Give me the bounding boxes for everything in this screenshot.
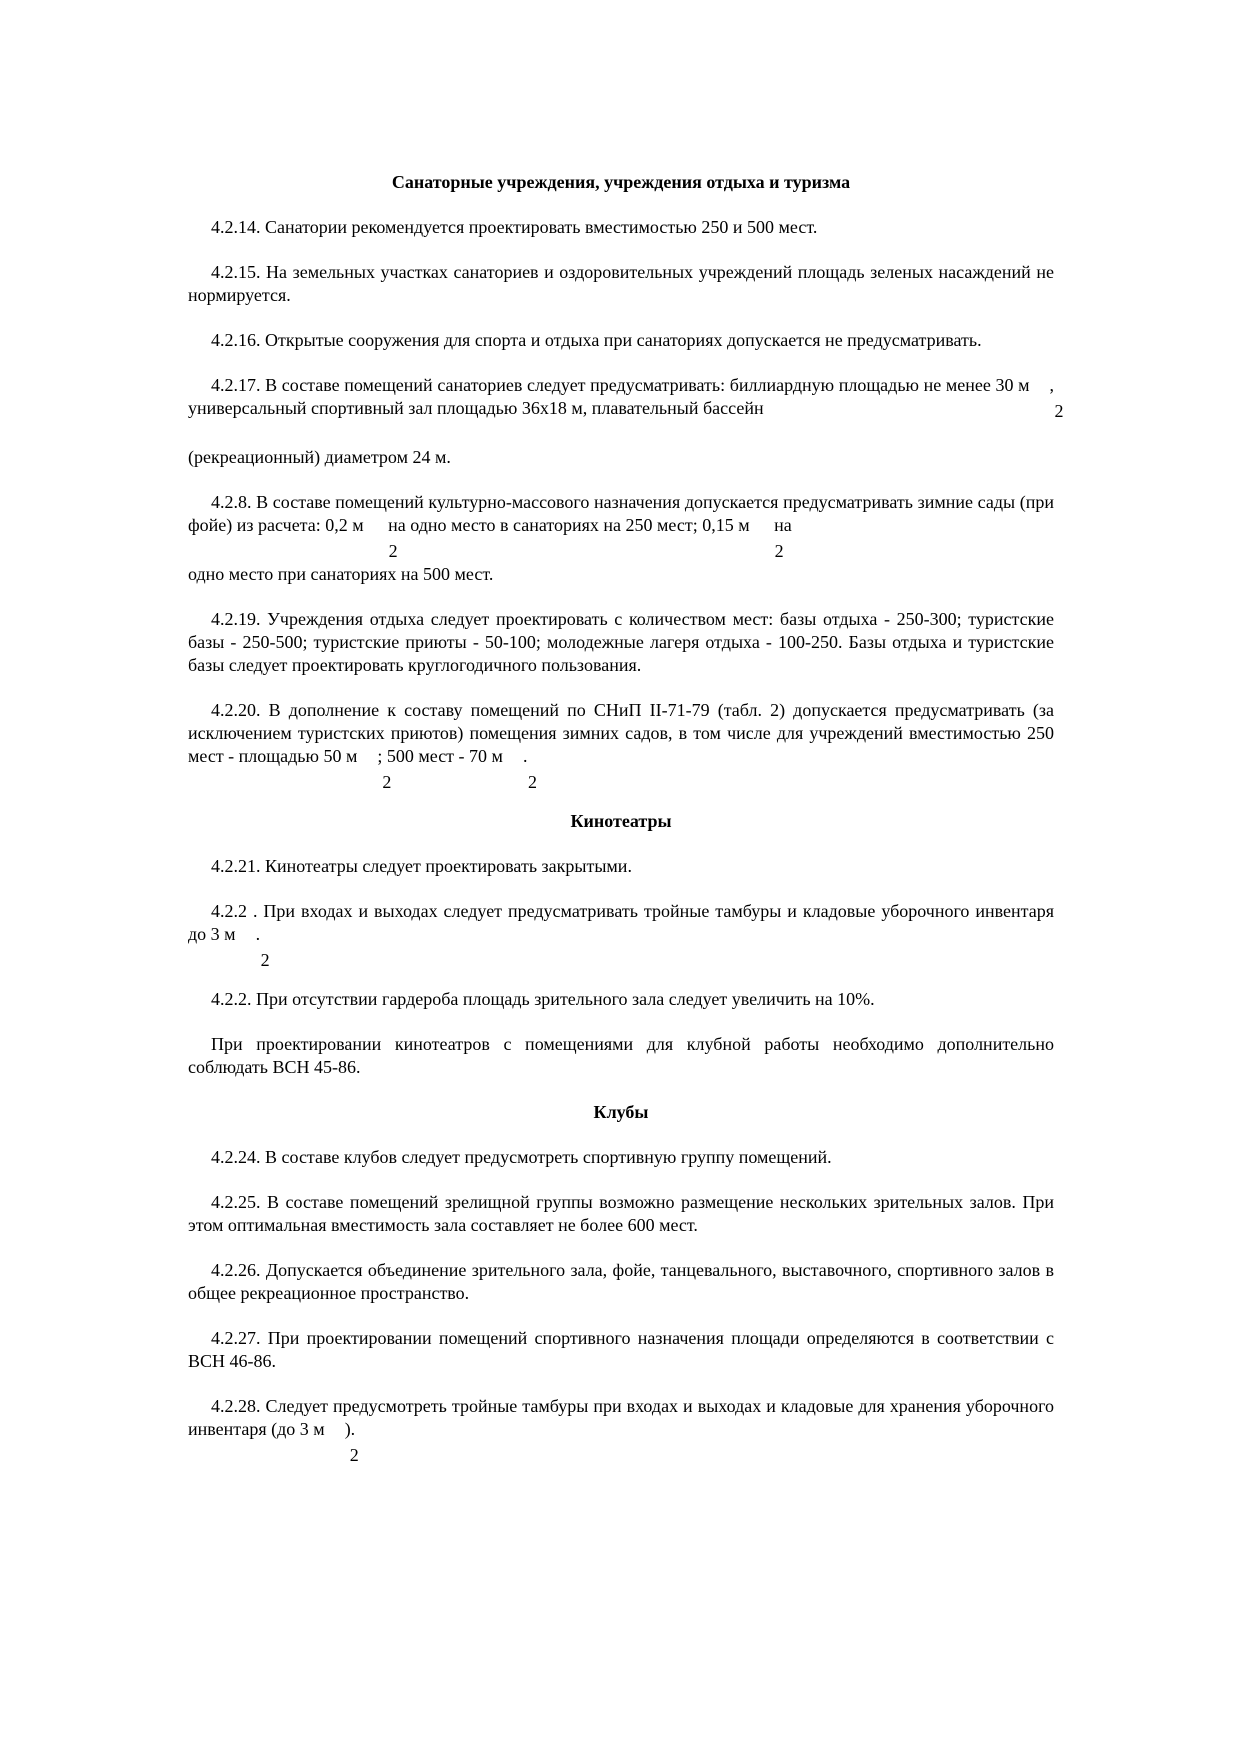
paragraph-4-2-25: 4.2.25. В составе помещений зрелищной группы возможно размещение нескольких зрительных залов. При этом оптимальная вместимость зала составляет не более 600 мест. [188,1192,1054,1235]
text-fragment: . [522,746,528,766]
paragraph-4-2-21: 4.2.21. Кинотеатры следует проектировать закрытыми. [211,856,632,876]
text-fragment: 4.2.8. В составе помещений культурно-массового назначения допускается предусматривать зимние сады (при фойе) из расчета: 0,2 м [188,492,1054,535]
document-page [188,171,1064,1465]
paragraph-4-2-2-entrances [188,900,1054,970]
paragraph-4-2-24: 4.2.24. В составе клубов следует предусмотреть спортивную группу помещений. [211,1147,832,1167]
text-fragment: 4.2.17. В составе помещений санаториев следует предусматривать: биллиардную площадью не менее 30 м [211,375,1030,395]
superscript [236,939,270,970]
section-title-sanatoria: Санаторные учреждения, учреждения отдыха и туризма [391,172,851,192]
paragraph-4-2-15: 4.2.15. На земельных участках санаториев и оздоровительных учреждений площадь зеленых насаждений не нормируется. [188,262,1054,305]
superscript [503,761,537,792]
exponent-2: 2 [382,772,392,792]
paragraph-club-work: При проектировании кинотеатров с помещениями для клубной работы необходимо дополнительно соблюдать ВСН 45-86. [188,1034,1054,1077]
paragraph-4-2-17 [188,374,1064,421]
text-fragment: 4.2.28. Следует предусмотреть тройные тамбуры при входах и выходах и кладовые для хранения уборочного инвентаря (до 3 м [188,1396,1054,1439]
superscript [325,1434,359,1465]
text-fragment: на одно место в санаториях на 250 мест; 0,15 м [388,515,750,535]
paragraph-4-2-19: 4.2.19. Учреждения отдыха следует проектировать с количеством мест: базы отдыха - 250-300; туристские базы - 250-500; туристские приюты - 50-100; молодежные лагеря отдыха - 100-250. Базы отдыха и туристские базы следует проектировать круглогодичного пользования. [188,609,1054,675]
text-fragment: 4.2.20. В дополнение к составу помещений по СНиП II-71-79 (табл. 2) допускается предусматривать (за исключением туристских приютов) помещения зимних садов, в том числе для учреждений вместимостью 250 мест - площадью 50 м [188,700,1054,766]
exponent-2: 2 [349,1445,359,1465]
exponent-2: 2 [527,772,537,792]
superscript [1030,390,1064,421]
exponent-2: 2 [1054,401,1064,421]
paragraph-4-2-8 [188,491,1054,561]
paragraph-4-2-20 [188,699,1054,792]
exponent-2: 2 [260,950,270,970]
text-fragment: на [774,515,792,535]
paragraph-4-2-2-wardrobe: 4.2.2. При отсутствии гардероба площадь зрительного зала следует увеличить на 10%. [211,989,875,1009]
text-fragment: . [255,924,261,944]
section-title-cinemas: Кинотеатры [570,811,672,831]
text-fragment: ; 500 мест - 70 м [377,746,503,766]
paragraph-4-2-8-cont: одно место при санаториях на 500 мест. [188,564,494,584]
section-title-clubs: Клубы [593,1102,649,1122]
paragraph-4-2-14: 4.2.14. Санатории рекомендуется проектировать вместимостью 250 и 500 мест. [211,217,818,237]
exponent-2: 2 [774,541,784,561]
paragraph-4-2-17-cont: (рекреационный) диаметром 24 м. [188,447,451,467]
text-fragment: , универсальный спортивный зал площадью 36х18 м, плавательный бассейн [188,375,1054,418]
superscript [750,530,784,561]
exponent-2: 2 [388,541,398,561]
paragraph-4-2-26: 4.2.26. Допускается объединение зрительного зала, фойе, танцевального, выставочного, спортивного залов в общее рекреационное пространство. [188,1260,1054,1303]
superscript [357,761,392,792]
superscript [364,530,398,561]
text-fragment: ). [344,1419,356,1439]
paragraph-4-2-27: 4.2.27. При проектировании помещений спортивного назначения площади определяются в соответствии с ВСН 46-86. [188,1328,1054,1371]
paragraph-4-2-16: 4.2.16. Открытые сооружения для спорта и отдыха при санаториях допускается не предусматривать. [211,330,982,350]
paragraph-4-2-28 [188,1395,1054,1465]
text-fragment: 4.2.2 . При входах и выходах следует предусматривать тройные тамбуры и кладовые уборочного инвентаря до 3 м [188,901,1054,944]
